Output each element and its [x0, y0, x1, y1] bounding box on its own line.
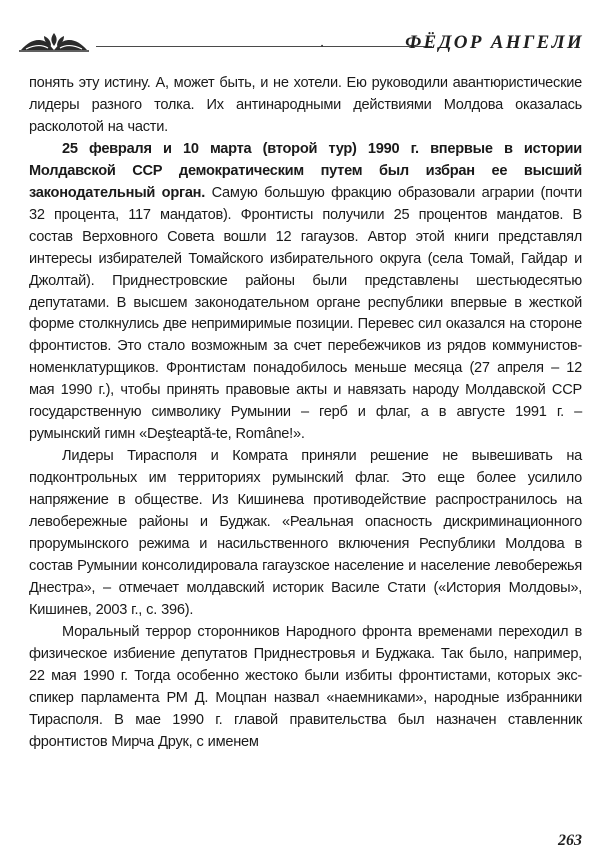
page-body — [29, 73, 582, 754]
paragraph-text: Самую большую фракцию образовали аграрии (почти 32 процента, 117 мандатов). Фронтисты получили 25 процентов мандатов. В состав Верховного Совета вошли 12 гагаузов. Автор этой книги представлял интересы избирателей Томайского избирательного округа (села Томай, Гайдар и Джолтай). Приднестровские районы были представлены шестьюдесятью депутатами. В высшем законодательном органе республики впервые в жесткой форме столкнулись две непримиримые позиции. Перевес сил оказался на стороне фронтистов. Это стало возможным за счет перебежчиков из рядов коммунистов-номенклатурщиков. Фронтистам понадобилось меньше месяца (27 апреля – 12 мая 1990 г.), чтобы принять правовые акты и навязать народу Молдавской ССР государственную символику Румынии – герб и флаг, а в августе 1991 г. – румынский гимн «Deşteaptă-te, Române!». — [29, 184, 582, 443]
header-rule — [96, 46, 432, 47]
paragraph-tiraspol-comrat: Лидеры Тирасполя и Комрата приняли решение не вывешивать на подконтрольных им территориях румынский флаг. Это еще более усилило напряжение в обществе. Из Кишинева противодействие распространилось на левобережные районы и Буджак. «Реальная опасность дискриминационного прорумынского режима и насильственного включения Республики Молдова в состав Румынии консолидировала гагаузское население и население левобережья Днестра», – отмечает молдавский историк Василе Стати («История Молдовы», Кишинев, 2003 г., с. 396). — [29, 448, 582, 618]
floral-ornament-icon — [18, 30, 90, 54]
paragraph-moral-terror: Моральный террор сторонников Народного фронта временами переходил в физическое избиение депутатов Приднестровья и Буджака. Так было, например, 22 мая 1990 г. Тогда особенно жестоко были избиты фронтистами, которых экс-спикер парламента РМ Д. Моцпан назвал «наемниками», народные избранники Тирасполя. В мае 1990 г. главой правительства был назначен ставленник фронтистов Мирча Друк, с именем — [29, 623, 582, 750]
paragraph-elections — [29, 139, 582, 446]
author-name: ФЁДОР АНГЕЛИ — [405, 32, 584, 53]
header-rule-mark: • — [321, 44, 324, 50]
paragraph-continuation: понять эту истину. А, может быть, и не хотели. Ею руководили авантюристические лидеры разного толка. Их антинародными действиями Молдова оказалась расколотой на части. — [29, 75, 582, 135]
page-number: 263 — [558, 832, 582, 849]
bold-lead-sentence: 25 февраля и 10 марта (второй тур) 1990 г. впервые в истории Молдавской ССР демократическим путем был избран ее высший законодательный орган. — [29, 140, 582, 201]
running-header — [18, 20, 584, 60]
